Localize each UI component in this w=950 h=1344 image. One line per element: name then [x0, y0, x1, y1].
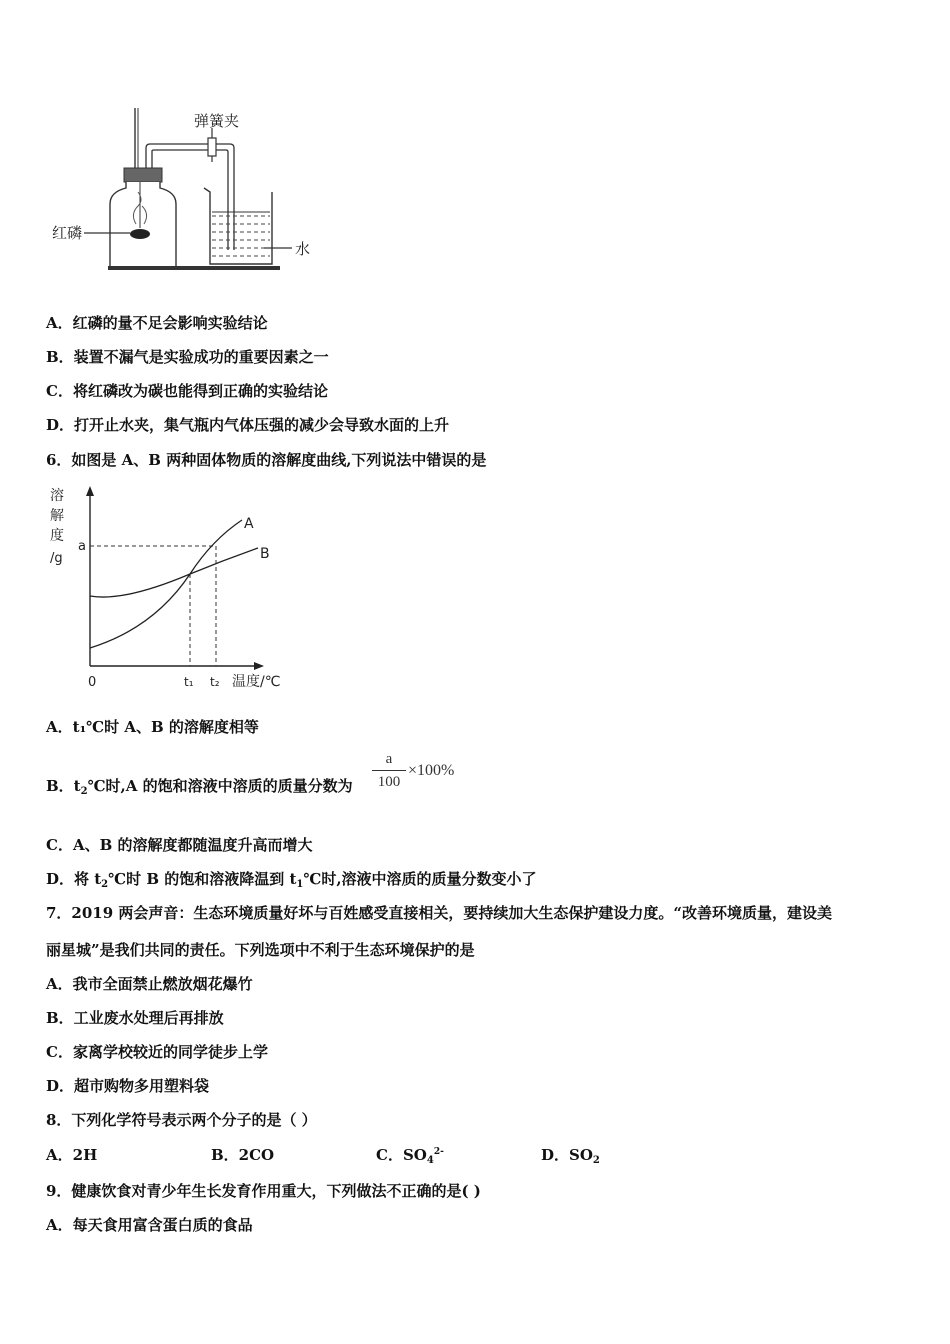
- q6-stem: 6．如图是 A、B 两种固体物质的溶解度曲线,下列说法中错误的是: [46, 451, 487, 469]
- q8-option-b: B．2CO: [211, 1146, 275, 1164]
- q7-option-c: C．家离学校较近的同学徒步上学: [46, 1043, 268, 1061]
- phosphorus-label: 红磷: [52, 224, 83, 242]
- q9-option-a: A．每天食用富含蛋白质的食品: [46, 1216, 253, 1234]
- q6-option-d: [46, 868, 537, 890]
- series-b-curve: [90, 548, 258, 597]
- q9-stem: 9．健康饮食对青少年生长发育作用重大，下列做法不正确的是( ): [46, 1182, 481, 1200]
- q5-option-c: C．将红磷改为碳也能得到正确的实验结论: [46, 382, 328, 400]
- q6-option-d-p2: ℃时 B 的饱和溶液降温到 t: [108, 870, 297, 888]
- q5-option-b: B．装置不漏气是实验成功的重要因素之一: [46, 348, 329, 366]
- chart-ylabel-2: 解: [50, 508, 64, 524]
- chart-ylabel-3: 度: [50, 528, 64, 544]
- q7-option-d: D．超市购物多用塑料袋: [46, 1077, 210, 1095]
- q7-option-a: A．我市全面禁止燃放烟花爆竹: [46, 975, 253, 993]
- q8-option-c-sub: 4: [426, 1155, 434, 1166]
- chart-ylabel-1: 溶: [50, 488, 64, 504]
- q8-option-c: [376, 1144, 444, 1166]
- q7-stem-line2: 丽星城”是我们共同的责任。下列选项中不利于生态环境保护的是: [46, 941, 475, 959]
- solubility-chart: [44, 482, 304, 697]
- fraction-times-100: ×100%: [408, 762, 455, 779]
- x-mark-t2: t₂: [210, 675, 220, 689]
- q8-option-a: A．2H: [46, 1146, 98, 1164]
- q6-option-b-prefix: B．t: [46, 777, 81, 795]
- q6-option-d-p1: D．将 t: [46, 870, 102, 888]
- x-axis-label: 温度/℃: [232, 674, 281, 690]
- fraction-numerator: a: [385, 751, 393, 767]
- water-label: 水: [295, 240, 311, 258]
- q8-stem: 8．下列化学符号表示两个分子的是（ ）: [46, 1111, 317, 1129]
- q6-option-b-rest: ℃时,A 的饱和溶液中溶质的质量分数为: [87, 777, 353, 795]
- apparatus-figure: [40, 100, 340, 280]
- q7-option-b: B．工业废水处理后再排放: [46, 1009, 224, 1027]
- q6-option-d-s1: 2: [101, 879, 109, 890]
- fraction-a-over-100: [372, 750, 406, 791]
- series-b-label: B: [260, 546, 270, 562]
- x-mark-t1: t₁: [184, 675, 194, 689]
- q6-option-d-s2: 1: [296, 879, 304, 890]
- fraction-denominator: 100: [377, 774, 401, 790]
- q8-option-c-prefix: C．SO: [376, 1146, 427, 1164]
- q8-option-d-prefix: D．SO: [541, 1146, 593, 1164]
- clip-label: 弹簧夹: [194, 112, 240, 130]
- y-mark-a: a: [78, 539, 86, 554]
- q6-option-d-p3: ℃时,溶液中溶质的质量分数变小了: [303, 870, 537, 888]
- origin-label: 0: [88, 675, 97, 690]
- q7-stem-line1: 7．2019 两会声音：生态环境质量好坏与百姓感受直接相关，要持续加大生态保护建设力度。“改善环境质量，建设美: [46, 904, 833, 922]
- q5-option-d: D．打开止水夹，集气瓶内气体压强的减少会导致水面的上升: [46, 416, 450, 434]
- q6-option-a: A．t₁℃时 A、B 的溶解度相等: [46, 718, 259, 736]
- q6-option-b: [46, 775, 353, 797]
- chart-ylabel-4: /g: [50, 551, 63, 566]
- series-a-label: A: [244, 516, 254, 532]
- q6-option-b-sub: 2: [80, 786, 88, 797]
- q6-option-c: C．A、B 的溶解度都随温度升高而增大: [46, 836, 313, 854]
- q5-option-a: A．红磷的量不足会影响实验结论: [46, 314, 268, 332]
- q8-option-d-sub: 2: [592, 1155, 600, 1166]
- q8-option-c-sup: 2-: [433, 1147, 444, 1157]
- q8-option-d: [541, 1144, 600, 1166]
